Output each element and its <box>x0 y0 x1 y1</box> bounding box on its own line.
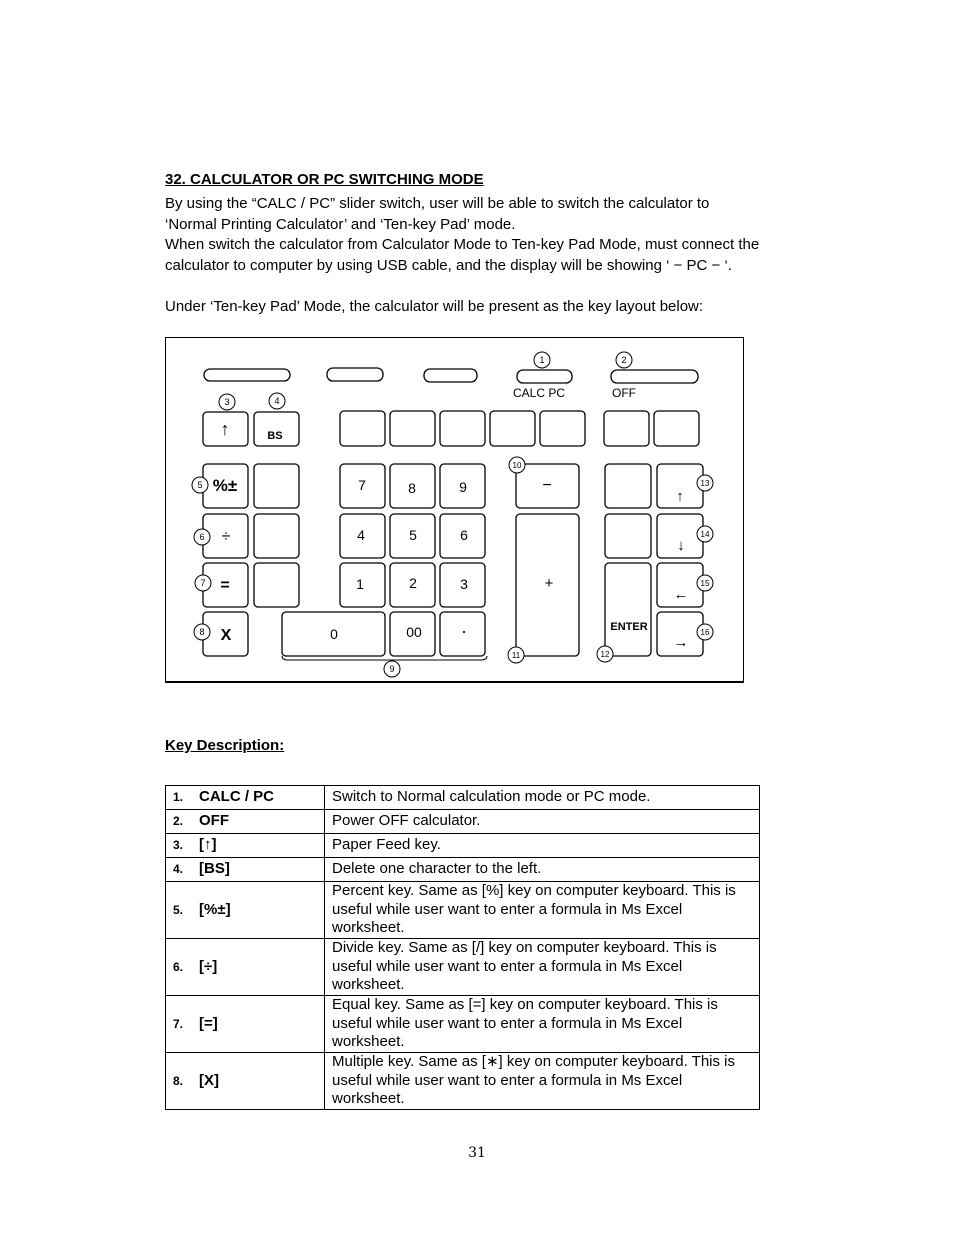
plus-glyph: + <box>544 575 554 592</box>
key-cell <box>166 810 325 834</box>
desc-cell: Multiple key. Same as [∗] key on computer keyboard. This is useful while user want to enter a formula in Ms Excel worksheet. <box>325 1053 760 1110</box>
callout-number: 13 <box>700 479 710 488</box>
callout-number: 16 <box>700 628 710 637</box>
key-layout-diagram <box>165 337 744 683</box>
row-number: 5. <box>173 902 184 917</box>
key-name: OFF <box>199 812 229 830</box>
key-blank <box>390 411 435 446</box>
key-2-label: 2 <box>409 575 417 591</box>
desc-cell: Switch to Normal calculation mode or PC mode. <box>325 786 760 810</box>
key-cell <box>166 834 325 858</box>
key-9-label: 9 <box>459 479 467 495</box>
table-row <box>166 786 760 810</box>
key-cell <box>166 996 325 1053</box>
key-1-label: 1 <box>356 576 364 592</box>
layout-paragraph: Under ‘Ten-key Pad’ Mode, the calculator will be present as the key layout below: <box>165 298 704 315</box>
callout-number: 9 <box>389 664 395 674</box>
key-blank <box>605 464 651 508</box>
top-slot <box>204 369 290 381</box>
calc-pc-switch[interactable] <box>517 370 572 383</box>
key-3-label: 3 <box>460 576 468 592</box>
key-layout-svg <box>166 338 745 684</box>
table-row <box>166 810 760 834</box>
key-cell <box>166 858 325 882</box>
callout-number: 3 <box>224 397 230 407</box>
table-row <box>166 834 760 858</box>
callout-number: 1 <box>539 355 545 365</box>
enter-glyph: ENTER <box>610 621 648 633</box>
row-number: 4. <box>173 862 184 877</box>
percent-glyph: %± <box>212 476 238 495</box>
intro-paragraph <box>165 194 805 276</box>
key-description-title: Key Description: <box>165 737 285 754</box>
key-description-table <box>165 785 760 1110</box>
callout-number: 7 <box>200 578 206 588</box>
desc-cell: Delete one character to the left. <box>325 858 760 882</box>
row-number: 3. <box>173 838 184 853</box>
page-number: 31 <box>468 1145 486 1161</box>
callout-number: 10 <box>512 461 522 470</box>
callout-number: 11 <box>511 651 521 660</box>
section-heading: 32. CALCULATOR OR PC SWITCHING MODE <box>165 171 484 188</box>
table-row <box>166 882 760 939</box>
callout-number: 8 <box>199 627 205 637</box>
key-blank <box>490 411 535 446</box>
row-number: 8. <box>173 1073 184 1088</box>
key-6-label: 6 <box>460 527 468 543</box>
intro-line: ‘Normal Printing Calculator’ and ‘Ten-key Pad’ mode. <box>165 215 516 233</box>
calc-pc-label: CALC PC <box>513 386 566 400</box>
callout-number: 6 <box>199 532 205 542</box>
key-name: [%±] <box>199 900 231 918</box>
table-row <box>166 858 760 882</box>
key-blank <box>440 411 485 446</box>
arrow-left-glyph: ← <box>673 586 689 603</box>
key-cell <box>166 1053 325 1110</box>
key-name: CALC / PC <box>199 788 274 806</box>
row-number: 2. <box>173 814 184 829</box>
intro-line: calculator to computer by using USB cable, and the display will be showing ‘ − PC − ‘. <box>165 256 732 274</box>
desc-cell: Divide key. Same as [/] key on computer keyboard. This is useful while user want to enter a formula in Ms Excel worksheet. <box>325 939 760 996</box>
callout-number: 12 <box>600 650 610 659</box>
minus-glyph: − <box>542 477 552 494</box>
key-0-label: 0 <box>330 626 338 642</box>
arrow-up-glyph: ↑ <box>676 488 684 505</box>
key-4-label: 4 <box>357 527 365 543</box>
key-name: [↑] <box>199 836 217 854</box>
key-5-label: 5 <box>409 527 417 543</box>
key-blank <box>654 411 699 446</box>
intro-line: By using the “CALC / PC” slider switch, user will be able to switch the calculator to <box>165 195 710 212</box>
table-row <box>166 996 760 1053</box>
intro-line: When switch the calculator from Calculator Mode to Ten-key Pad Mode, must connect the <box>165 236 760 253</box>
desc-cell: Percent key. Same as [%] key on computer keyboard. This is useful while user want to enter a formula in Ms Excel worksheet. <box>325 882 760 939</box>
key-blank <box>604 411 649 446</box>
row-number: 6. <box>173 959 184 974</box>
callout-number: 5 <box>197 480 203 490</box>
key-blank <box>254 563 299 607</box>
bs-glyph: BS <box>267 430 283 442</box>
key-blank <box>340 411 385 446</box>
key-name: [BS] <box>199 860 230 878</box>
arrow-right-glyph: → <box>673 634 689 651</box>
key-name: [=] <box>199 1014 218 1032</box>
callout-number: 4 <box>274 396 280 406</box>
key-cell <box>166 882 325 939</box>
key-name: [X] <box>199 1071 219 1089</box>
callout-number: 15 <box>700 579 710 588</box>
desc-cell: Paper Feed key. <box>325 834 760 858</box>
key-blank <box>254 514 299 558</box>
key-cell <box>166 939 325 996</box>
top-slot <box>424 369 477 382</box>
key-blank <box>605 514 651 558</box>
equal-glyph: = <box>220 577 230 594</box>
off-switch[interactable] <box>611 370 698 383</box>
arrow-down-glyph: ↓ <box>677 537 685 554</box>
table-row <box>166 939 760 996</box>
key-dot-label: · <box>461 621 467 641</box>
key-8-label: 8 <box>408 480 416 496</box>
paper-feed-glyph: ↑ <box>220 419 230 439</box>
callout-number: 14 <box>700 530 710 539</box>
divide-glyph: ÷ <box>221 528 231 545</box>
multiply-glyph: X <box>220 627 232 644</box>
key-name: [÷] <box>199 957 218 975</box>
key-7-label: 7 <box>358 477 366 493</box>
key-blank <box>254 464 299 508</box>
row-number: 1. <box>173 790 184 805</box>
top-slot <box>327 368 383 381</box>
callout-number: 2 <box>621 355 627 365</box>
desc-cell: Equal key. Same as [=] key on computer keyboard. This is useful while user want to enter a formula in Ms Excel worksheet. <box>325 996 760 1053</box>
key-cell <box>166 786 325 810</box>
desc-cell: Power OFF calculator. <box>325 810 760 834</box>
row-number: 7. <box>173 1016 184 1031</box>
table-row <box>166 1053 760 1110</box>
key-00-label: 00 <box>406 624 422 640</box>
off-label: OFF <box>612 386 636 400</box>
key-enter[interactable] <box>605 563 651 656</box>
key-blank <box>540 411 585 446</box>
